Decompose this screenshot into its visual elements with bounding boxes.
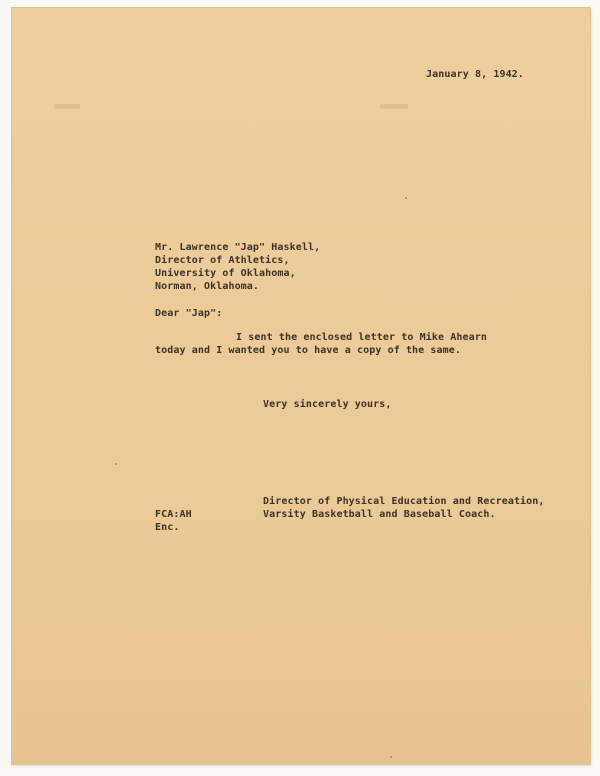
letter-page bbox=[12, 8, 590, 764]
letter-date: January 8, 1942. bbox=[426, 69, 524, 80]
bleed-through-mark bbox=[380, 104, 408, 109]
paper-speck bbox=[390, 756, 392, 758]
recipient-title: Director of Athletics, bbox=[155, 255, 290, 266]
reference-initials: FCA:AH bbox=[155, 509, 192, 520]
complimentary-close: Very sincerely yours, bbox=[263, 399, 392, 410]
bleed-through-mark bbox=[54, 104, 80, 109]
recipient-institution: University of Oklahoma, bbox=[155, 268, 296, 279]
paper-speck bbox=[405, 197, 407, 199]
recipient-location: Norman, Oklahoma. bbox=[155, 281, 260, 292]
body-line-1: I sent the enclosed letter to Mike Ahearn bbox=[236, 332, 487, 343]
paper-speck bbox=[115, 463, 117, 465]
body-line-2: today and I wanted you to have a copy of the same. bbox=[155, 345, 462, 356]
salutation: Dear "Jap": bbox=[155, 308, 223, 319]
enclosure-note: Enc. bbox=[155, 522, 180, 533]
signature-title-line-2: Varsity Basketball and Baseball Coach. bbox=[263, 509, 496, 520]
recipient-name: Mr. Lawrence "Jap" Haskell, bbox=[155, 242, 321, 253]
signature-title-line-1: Director of Physical Education and Recreation, bbox=[263, 496, 545, 507]
